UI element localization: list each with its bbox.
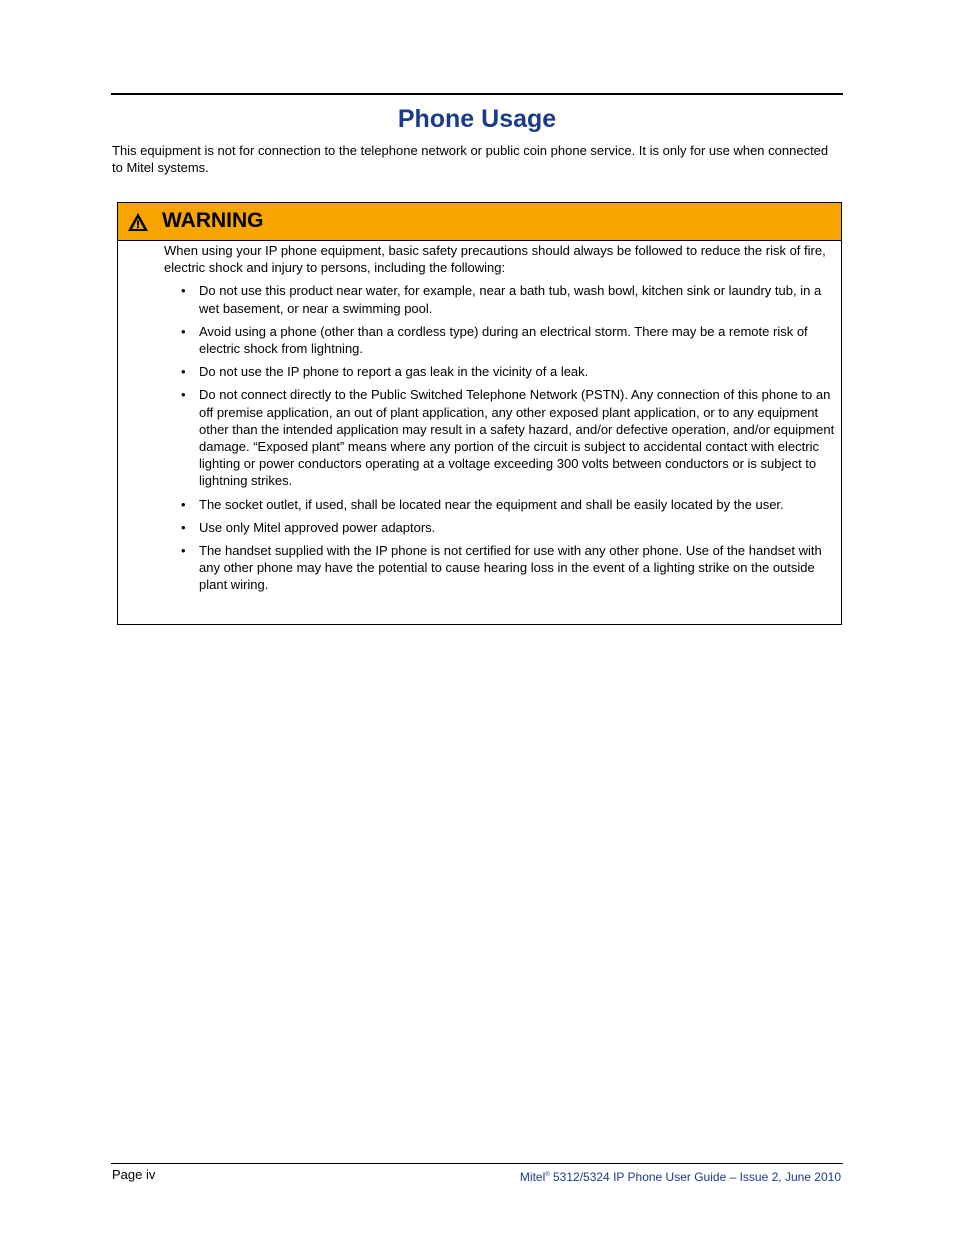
list-item [164, 542, 838, 594]
bullet-icon: • [181, 323, 186, 339]
list-item-text: Use only Mitel approved power adaptors. [199, 519, 436, 535]
warning-list [164, 282, 838, 593]
bullet-icon: • [181, 387, 186, 403]
list-item [164, 496, 838, 513]
list-item [164, 282, 838, 316]
warning-intro: When using your IP phone equipment, basic safety precautions should always be followed to reduce the risk of fire, electric shock and injury to persons, including the following: [164, 243, 826, 276]
list-item-text: Avoid using a phone (other than a cordless type) during an electrical storm. There may be a remote risk of electric shock from lightning. [199, 323, 808, 357]
footer-title-text: 5312/5324 IP Phone User Guide – Issue 2, June 2010 [549, 1170, 841, 1184]
top-rule [111, 93, 843, 95]
bullet-icon: • [181, 283, 186, 299]
list-item-text: Do not connect directly to the Public Switched Telephone Network (PSTN). Any connection of this phone to an off premise application, an out of plant application, any other exposed plant application, or to any equipment other than the intended application may result in a safety hazard, and/or defective operation, and/or equipment damage. “Exposed plant” means where any portion of the circuit is subject to accidental contact with electric lighting or power conductors operating at a voltage exceeding 300 volts between conductors or is subject to lightning strikes. [199, 387, 835, 489]
bullet-icon: • [181, 543, 186, 559]
list-item [164, 363, 838, 380]
list-item [164, 386, 838, 489]
footer-brand: Mitel [519, 1170, 546, 1184]
bullet-icon: • [181, 519, 186, 535]
bullet-icon: • [181, 364, 186, 380]
registered-mark: ® [545, 1172, 550, 1178]
list-item-text: The socket outlet, if used, shall be located near the equipment and shall be easily located by the user. [199, 496, 784, 512]
footer-document-title [520, 1167, 841, 1185]
bullet-icon: • [181, 496, 186, 512]
list-item [164, 519, 838, 536]
warning-body [164, 242, 838, 600]
page-number: Page iv [112, 1167, 156, 1182]
warning-box [117, 202, 842, 625]
list-item-text: The handset supplied with the IP phone is not certified for use with any other phone. Use of the handset with any other phone may have the potential to cause hearing loss in the event of a lighting strike on the outside plant wiring. [199, 543, 822, 593]
warning-triangle-icon [127, 212, 149, 232]
warning-header [118, 203, 841, 241]
page-title: Phone Usage [397, 105, 557, 133]
list-item-text: Do not use this product near water, for example, near a bath tub, wash bowl, kitchen sink or laundry tub, in a wet basement, or near a swimming pool. [199, 283, 822, 316]
list-item [164, 323, 838, 357]
warning-title: WARNING [162, 209, 264, 232]
list-item-text: Do not use the IP phone to report a gas leak in the vicinity of a leak. [199, 364, 589, 380]
intro-paragraph: This equipment is not for connection to the telephone network or public coin phone service. It is only for use when connected to Mitel systems. [112, 143, 829, 176]
footer-rule [111, 1163, 843, 1164]
